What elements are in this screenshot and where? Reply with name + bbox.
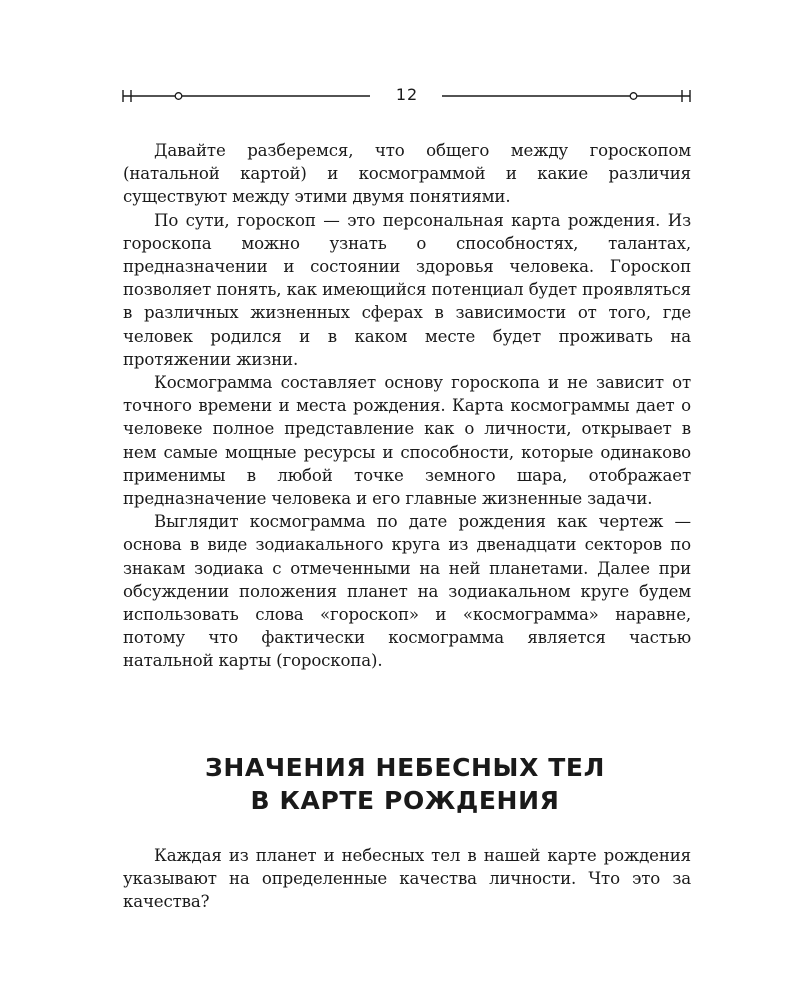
paragraph: По сути, гороскоп — это персональная карта рождения. Из гороскопа можно узнать о способностях, талантах, предназначении и состоянии здоровья человека. Гороскоп позволяет понять, как имеющийся потенциал будет проявляться в различных жизненных сферах в зависимости от того, где человек родился и в каком месте будет проживать на протяжении жизни. bbox=[123, 210, 691, 369]
section-heading-line: ЗНАЧЕНИЯ НЕБЕСНЫХ ТЕЛ bbox=[205, 753, 605, 782]
section-intro bbox=[123, 844, 691, 914]
paragraph: Выглядит космограмма по дате рождения как чертеж — основа в виде зодиакального круга из двенадцати секторов по знакам зодиака с отмеченными на ней планетами. Далее при обсуждении положения планет на зодиакальном круге будем использовать слова «гороскоп» и «космограмма» наравне, потому что фактически космограмма является частью натальной карты (гороскопа). bbox=[123, 512, 691, 671]
body-text bbox=[123, 139, 691, 673]
page-header bbox=[122, 84, 692, 108]
paragraph: Каждая из планет и небесных тел в нашей карте рождения указывают на определенные качества личности. Что это за качества? bbox=[123, 846, 691, 912]
paragraph: Космограмма составляет основу гороскопа и не зависит от точного времени и места рождения. Карта космограммы дает о человеке полное представление как о личности, открывает в нем самые мощные ресурсы и способности, которые одинаково применимы в любой точке земного шара, отображает предназначение человека и его главные жизненные задачи. bbox=[123, 373, 691, 509]
section-heading-line: В КАРТЕ РОЖДЕНИЯ bbox=[250, 786, 560, 815]
paragraph: Давайте разберемся, что общего между гороскопом (натальной картой) и космограммой и какие различия существуют между этими двумя понятиями. bbox=[123, 141, 691, 207]
page-number: 12 bbox=[395, 85, 419, 104]
section-heading bbox=[100, 751, 710, 817]
